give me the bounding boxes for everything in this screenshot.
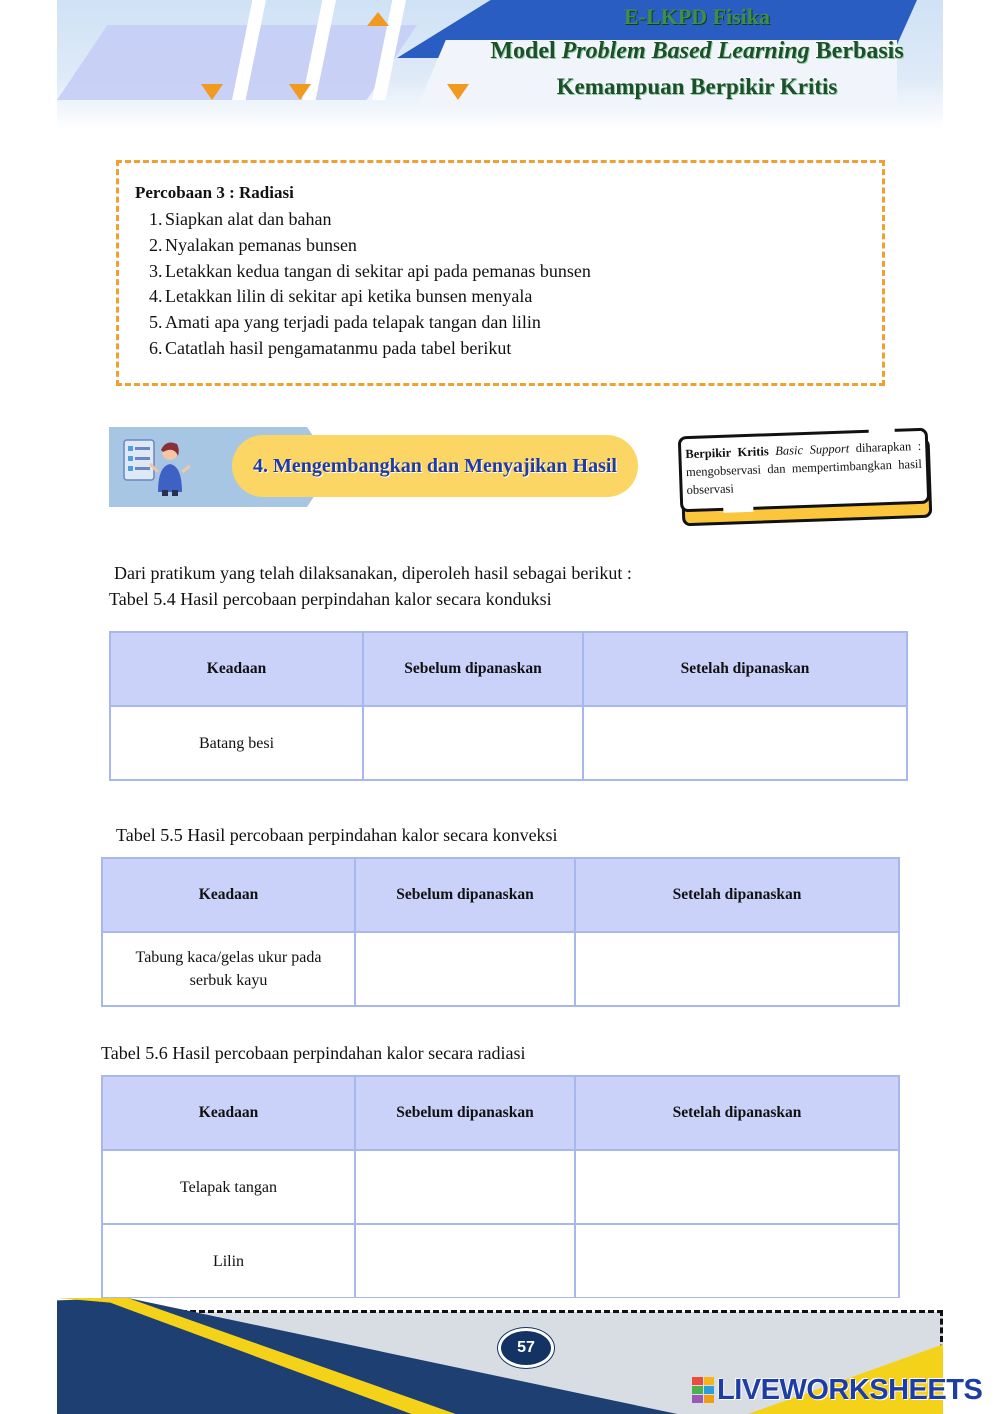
answer-cell-before[interactable] bbox=[355, 1150, 575, 1224]
row-label: Tabung kaca/gelas ukur pada serbuk kayu bbox=[102, 932, 355, 1006]
student-illustration-icon bbox=[122, 436, 197, 496]
orange-triangle-icon bbox=[447, 84, 469, 100]
table-header-row bbox=[110, 632, 907, 706]
procedure-step: 5. Amati apa yang terjadi pada telapak tangan dan lilin bbox=[149, 312, 541, 333]
column-header: Sebelum dipanaskan bbox=[355, 1076, 575, 1150]
table-caption: Tabel 5.4 Hasil percobaan perpindahan kalor secara konduksi bbox=[109, 589, 552, 609]
intro-text: Dari pratikum yang telah dilaksanakan, diperoleh hasil sebagai berikut : bbox=[114, 563, 632, 583]
conduction-results-table bbox=[109, 631, 908, 781]
procedure-box bbox=[116, 160, 885, 386]
answer-cell-after[interactable] bbox=[575, 1150, 899, 1224]
answer-cell-after[interactable] bbox=[575, 932, 899, 1006]
row-label: Lilin bbox=[102, 1224, 355, 1298]
procedure-title: Percobaan 3 : Radiasi bbox=[135, 183, 294, 202]
orange-triangle-icon bbox=[201, 84, 223, 100]
liveworksheets-brand[interactable] bbox=[692, 1374, 982, 1406]
critical-thinking-callout: Berpikir Kritis Basic Support diharapkan : mengobservasi dan mempertimbangkan hasil observasi bbox=[678, 428, 931, 513]
liveworksheets-logo-icon bbox=[692, 1377, 714, 1403]
procedure-step: 1. Siapkan alat dan bahan bbox=[149, 209, 332, 229]
column-header: Sebelum dipanaskan bbox=[363, 632, 583, 706]
column-header: Sebelum dipanaskan bbox=[355, 858, 575, 932]
convection-results-table bbox=[101, 857, 900, 1007]
answer-cell-after[interactable] bbox=[575, 1224, 899, 1298]
answer-cell-after[interactable] bbox=[583, 706, 907, 780]
answer-cell-before[interactable] bbox=[363, 706, 583, 780]
section-title: 4. Mengembangkan dan Menyajikan Hasil bbox=[232, 435, 638, 497]
column-header: Keadaan bbox=[110, 632, 363, 706]
procedure-step: 3. Letakkan kedua tangan di sekitar api pada pemanas bunsen bbox=[149, 260, 591, 281]
procedure-step: 2. Nyalakan pemanas bunsen bbox=[149, 234, 357, 255]
procedure-steps bbox=[135, 207, 866, 362]
table-header-row bbox=[102, 858, 899, 932]
answer-cell-before[interactable] bbox=[355, 1224, 575, 1298]
column-header: Setelah dipanaskan bbox=[575, 1076, 899, 1150]
table-row bbox=[110, 706, 907, 780]
orange-triangle-icon bbox=[289, 84, 311, 100]
column-header: Keadaan bbox=[102, 1076, 355, 1150]
radiation-results-table bbox=[101, 1075, 900, 1299]
table-row bbox=[102, 1224, 899, 1298]
column-header: Setelah dipanaskan bbox=[583, 632, 907, 706]
header-title: E-LKPD Fisika bbox=[623, 4, 771, 29]
column-header: Keadaan bbox=[102, 858, 355, 932]
header-subtitle: Model Problem Based Learning Berbasis bbox=[490, 38, 904, 64]
page-header-banner bbox=[57, 0, 943, 130]
table-header-row bbox=[102, 1076, 899, 1150]
table-row bbox=[102, 1150, 899, 1224]
procedure-step: 4. Letakkan lilin di sekitar api ketika bunsen menyala bbox=[149, 286, 533, 307]
procedure-step: 6. Catatlah hasil pengamatanmu pada tabel berikut bbox=[149, 337, 512, 358]
column-header: Setelah dipanaskan bbox=[575, 858, 899, 932]
page-number: 57 bbox=[498, 1328, 554, 1368]
header-subtitle-2: Kemampuan Berpikir Kritis bbox=[556, 74, 838, 99]
table-caption: Tabel 5.5 Hasil percobaan perpindahan kalor secara konveksi bbox=[116, 825, 558, 845]
table-caption: Tabel 5.6 Hasil percobaan perpindahan kalor secara radiasi bbox=[101, 1043, 526, 1063]
liveworksheets-wordmark: LIVEWORKSHEETS bbox=[717, 1373, 983, 1406]
row-label: Batang besi bbox=[110, 706, 363, 780]
orange-triangle-icon bbox=[367, 12, 389, 26]
table-row bbox=[102, 932, 899, 1006]
row-label: Telapak tangan bbox=[102, 1150, 355, 1224]
answer-cell-before[interactable] bbox=[355, 932, 575, 1006]
